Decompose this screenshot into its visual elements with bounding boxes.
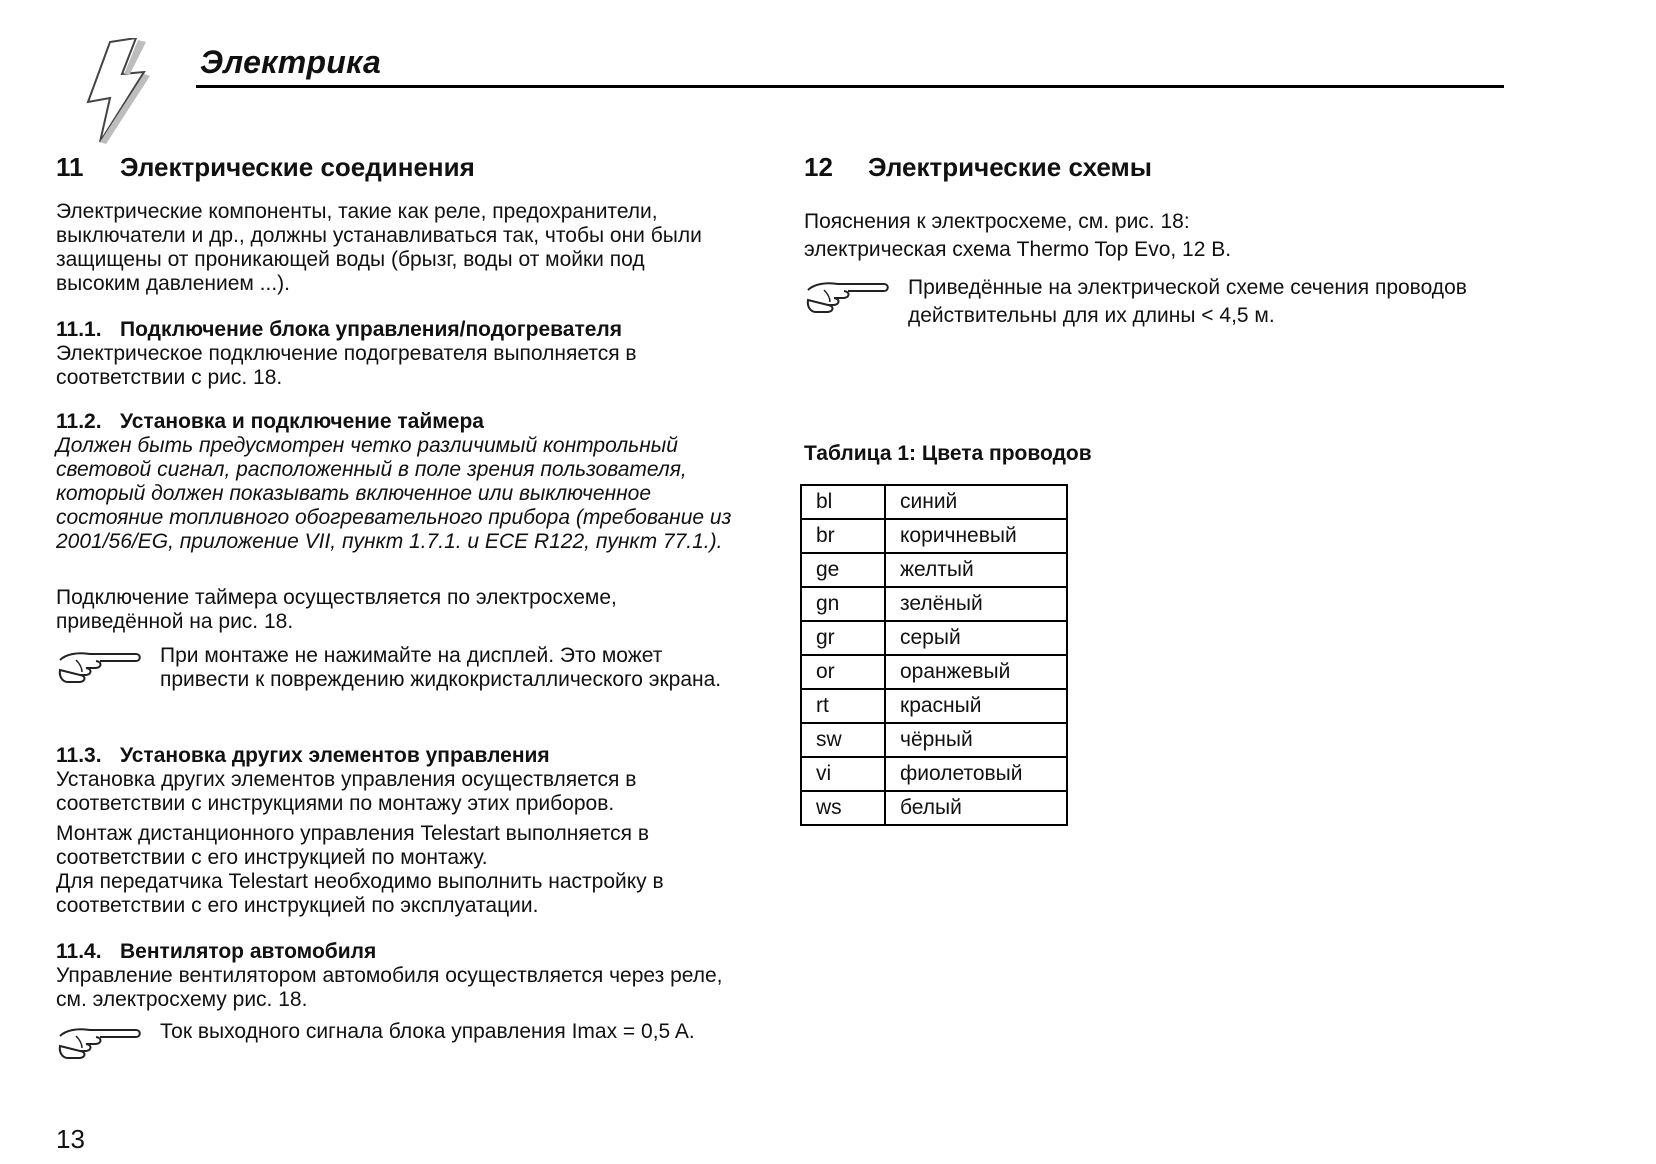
subsection-number: 11.4. — [56, 940, 102, 963]
note-fan-current — [56, 1020, 776, 1068]
wire-colors-table — [800, 484, 1068, 826]
table-row — [801, 791, 1067, 825]
wire-code-cell: sw — [801, 723, 885, 757]
subsection-title: Установка других элементов управления — [120, 744, 550, 767]
wire-color-cell: оранжевый — [885, 655, 1067, 689]
wire-color-cell: коричневый — [885, 519, 1067, 553]
section-title: Электрические соединения — [120, 152, 475, 182]
section-12-text — [804, 210, 1524, 262]
subsection-title: Подключение блока управления/подогревателя — [120, 318, 623, 341]
subsection-heading — [56, 940, 776, 964]
text-line: соответствии с инструкциями по монтажу этих приборов. — [56, 792, 615, 815]
subsection-heading — [56, 410, 776, 434]
table-row — [801, 757, 1067, 791]
table-row — [801, 485, 1067, 519]
table-row — [801, 723, 1067, 757]
text-line: соответствии с его инструкцией по монтажу. — [56, 846, 488, 869]
lightning-bolt-icon — [80, 38, 152, 146]
text-line: Для передатчика Telestart необходимо выполнить настройку в — [56, 870, 664, 893]
note-text — [908, 274, 1467, 330]
text-line: который должен показывать включенное или выключенное — [56, 482, 651, 505]
section-12-heading — [804, 152, 1524, 182]
page-number: 13 — [56, 1124, 85, 1154]
wire-code-cell: br — [801, 519, 885, 553]
note-display — [56, 644, 776, 700]
text-line: световой сигнал, расположенный в поле зрения пользователя, — [56, 458, 687, 481]
text-line: Монтаж дистанционного управления Telestart выполняется в — [56, 822, 649, 845]
text-line: приведённой на рис. 18. — [56, 610, 294, 633]
note-text — [160, 644, 721, 692]
wire-color-cell: зелёный — [885, 587, 1067, 621]
table-row — [801, 553, 1067, 587]
note-wire-length — [804, 274, 1524, 334]
subsection-title: Установка и подключение таймера — [120, 410, 484, 433]
header-divider — [196, 85, 1504, 88]
note-text: Ток выходного сигнала блока управления Imax = 0,5 A. — [160, 1020, 695, 1043]
text-line: Приведённые на электрической схеме сечения проводов — [908, 276, 1467, 299]
page-title: Электрика — [200, 44, 382, 80]
table-caption: Таблица 1: Цвета проводов — [804, 442, 1092, 465]
subsection-number: 11.1. — [56, 318, 102, 341]
text-line: При монтаже не нажимайте на дисплей. Это может — [160, 644, 663, 667]
wire-color-cell: чёрный — [885, 723, 1067, 757]
text-line: соответствии с его инструкцией по эксплуатации. — [56, 894, 539, 917]
wire-color-cell: белый — [885, 791, 1067, 825]
wire-color-cell: серый — [885, 621, 1067, 655]
table-row — [801, 655, 1067, 689]
wire-color-cell: синий — [885, 485, 1067, 519]
subsection-title: Вентилятор автомобиля — [120, 940, 377, 963]
text-line: 2001/56/EG, приложение VII, пункт 1.7.1. и ECE R122, пункт 77.1.). — [56, 530, 723, 553]
subsection-heading — [56, 318, 776, 342]
text-line: соответствии с рис. 18. — [56, 366, 283, 389]
section-11 — [56, 152, 776, 182]
text-line: действительны для их длины < 4,5 м. — [908, 304, 1275, 327]
text-line: электрическая схема Thermo Top Evo, 12 В. — [804, 238, 1232, 261]
text-line: Установка других элементов управления осуществляется в — [56, 768, 637, 791]
section-number: 12 — [804, 152, 833, 182]
wire-code-cell: or — [801, 655, 885, 689]
section-number: 11 — [56, 152, 84, 182]
pointing-hand-icon — [56, 646, 142, 688]
wire-code-cell: vi — [801, 757, 885, 791]
subsection-number: 11.3. — [56, 744, 102, 767]
wire-color-cell: фиолетовый — [885, 757, 1067, 791]
subsection-11-3 — [56, 744, 776, 816]
wire-code-cell: gn — [801, 587, 885, 621]
wire-code-cell: ge — [801, 553, 885, 587]
wire-color-cell: красный — [885, 689, 1067, 723]
pointing-hand-icon — [804, 276, 890, 318]
wire-code-cell: ws — [801, 791, 885, 825]
subsection-11-1 — [56, 318, 776, 390]
text-line: Электрическое подключение подогревателя выполняется в — [56, 342, 637, 365]
section-11-intro — [56, 200, 776, 296]
text-line: Подключение таймера осуществляется по электросхеме, — [56, 586, 617, 609]
table-row — [801, 689, 1067, 723]
text-line: состояние топливного обогревательного прибора (требование из — [56, 506, 732, 529]
wire-code-cell: rt — [801, 689, 885, 723]
text-line: Должен быть предусмотрен четко различимый контрольный — [56, 434, 678, 457]
subsection-number: 11.2. — [56, 410, 102, 433]
wire-code-cell: gr — [801, 621, 885, 655]
wire-code-cell: bl — [801, 485, 885, 519]
text-line: выключатели и др., должны устанавливаться так, чтобы они были — [56, 224, 702, 247]
subsection-heading — [56, 744, 776, 768]
subsection-11-4 — [56, 940, 776, 1012]
text-line: высоким давлением ...). — [56, 272, 291, 295]
section-11-heading — [56, 152, 776, 182]
text-line: Электрические компоненты, такие как реле, предохранители, — [56, 200, 658, 223]
section-12 — [804, 152, 1524, 182]
subsection-11-2-text — [56, 586, 776, 634]
text-line: Управление вентилятором автомобиля осуществляется через реле, — [56, 964, 723, 987]
wire-color-cell: желтый — [885, 553, 1067, 587]
text-line: защищены от проникающей воды (брызг, воды от мойки под — [56, 248, 645, 271]
text-line: привести к повреждению жидкокристаллического экрана. — [160, 668, 722, 691]
section-title: Электрические схемы — [868, 152, 1152, 182]
text-line: см. электросхему рис. 18. — [56, 988, 308, 1011]
pointing-hand-icon — [56, 1022, 142, 1064]
table-row — [801, 587, 1067, 621]
table-row — [801, 621, 1067, 655]
text-line: Пояснения к электросхеме, см. рис. 18: — [804, 210, 1190, 233]
subsection-11-2 — [56, 410, 776, 554]
subsection-11-3-telestart — [56, 822, 776, 918]
table-row — [801, 519, 1067, 553]
